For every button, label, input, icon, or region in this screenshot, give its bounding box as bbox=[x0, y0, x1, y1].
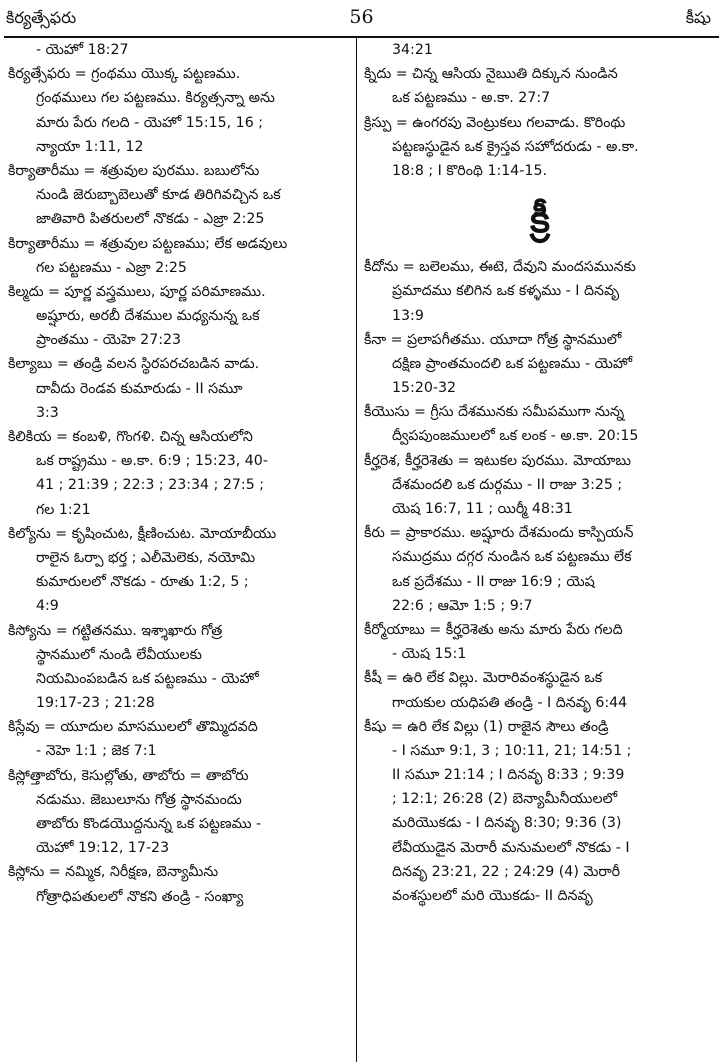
entry-continuation-line: అష్షూరు, అరబీ దేశముల మధ్యనున్న ఒక bbox=[36, 308, 260, 325]
entry-continuation-line: - యెష 15:1 bbox=[392, 646, 467, 663]
entry-headword-line: కీయొసు = గ్రీసు దేశమునకు సమీపముగా నున్న bbox=[364, 404, 625, 421]
entry-continuation-line: న్యాయా 1:11, 12 bbox=[36, 138, 144, 155]
page-number: 56 bbox=[349, 6, 374, 28]
entry-headword-line: కీషు = ఉరి లేక విల్లు (1) రాజైన సౌలు తండ్రి bbox=[364, 718, 609, 735]
right-column-top bbox=[364, 38, 716, 183]
entry-continuation-line: 4:9 bbox=[36, 598, 59, 615]
entry-headword-line: కీర్హరెశ, కీర్హరెశెతు = ఇటుకల పురము. మోయాబు bbox=[364, 452, 631, 469]
entry-continuation-line: నియమింపబడిన ఒక పట్టణము - యెహో bbox=[36, 670, 259, 687]
column-divider bbox=[356, 38, 357, 1062]
entry-continuation-line: స్థానములో నుండి లేవీయులకు bbox=[36, 646, 202, 663]
entry-continuation-line: తాబోరు కొండయొద్దనున్న ఒక పట్టణము - bbox=[36, 816, 262, 832]
entry-continuation-line: II సమూ 21:14 ; I దినవృ 8:33 ; 9:39 bbox=[392, 767, 625, 784]
entry-continuation-line: మరియొకడు - I దినవృ 8:30; 9:36 (3) bbox=[392, 815, 622, 832]
entry-headword-line: క్నిదు = చిన్న ఆసియ నైఋతి దిక్కున నుండిన bbox=[364, 66, 618, 83]
left-column bbox=[8, 38, 348, 909]
entry-continuation-line: మారు పేరు గలది - యెహో 15:15, 16 ; bbox=[36, 114, 264, 131]
entry-continuation-line: ఒక రాష్ట్రము - అ.కా. 6:9 ; 15:23, 40- bbox=[36, 453, 268, 470]
entry-headword-line: కిల్మదు = పూర్ణ వస్త్రములు, పూర్ణ పరిమాణము. bbox=[8, 283, 266, 300]
entry-continuation-line: లేవీయుడైన మెరారీ మనుమలలో నొకడు - I bbox=[392, 839, 630, 856]
entry-continuation-line: నడుము. జెబులూను గోత్ర స్థానమందు bbox=[36, 791, 242, 808]
entry-continuation-line: - I సమూ 9:1, 3 ; 10:11, 21; 14:51 ; bbox=[392, 742, 632, 759]
entry-headword-line: కీర్మోయాబు = కీర్హరెశెతు అను మారు పేరు గలది bbox=[364, 621, 623, 638]
entry-continuation-line: ద్వీపపుంజములలో ఒక లంక - అ.కా. 20:15 bbox=[392, 428, 639, 445]
entry-headword-line: కిల్యాబు = తండ్రి వలన స్థిరపరచబడిన వాడు. bbox=[8, 356, 260, 373]
entry-headword-line: కిస్లేవు = యూదుల మాసములలో తొమ్మిదవది bbox=[8, 719, 258, 736]
entry-continuation-line: దేశమందలి ఒక దుర్గము - II రాజు 3:25 ; bbox=[392, 476, 623, 493]
entry-headword-line: కిస్యోను = గట్టితనము. ఇశ్శాఖారు గోత్ర bbox=[8, 622, 223, 639]
entry-continuation-line: 3:3 bbox=[36, 404, 59, 421]
entry-continuation-line: - యెహో 18:27 bbox=[36, 42, 129, 58]
entry-continuation-line: 15:20-32 bbox=[392, 380, 457, 397]
entry-continuation-line: యెష 16:7, 11 ; యిర్మీ 48:31 bbox=[392, 501, 573, 517]
entry-continuation-line: కుమారులలో నొకడు - రూతు 1:2, 5 ; bbox=[36, 574, 249, 591]
entry-headword-line: కిర్యత్సేఫరు = గ్రంథము యొక్క పట్టణము. bbox=[8, 66, 241, 83]
entry-headword-line: కిర్యాతారీము = శత్రువుల పురము. బబులోను bbox=[8, 162, 260, 179]
entry-continuation-line: గాయకుల యధిపతి తండ్రి - I దినవృ 6:44 bbox=[392, 694, 628, 711]
entry-continuation-line: దక్షిణ ప్రాంతమందలి ఒక పట్టణము - యెహో bbox=[392, 355, 633, 372]
entry-continuation-line: దినవృ 23:21, 22 ; 24:29 (4) మెరారీ bbox=[392, 863, 621, 880]
entry-continuation-line: గ్రంథములు గల పట్టణము. కిర్యత్సన్నా అను bbox=[36, 90, 275, 107]
entry-continuation-line: జాతివారి పితరులలో నొకడు - ఎజ్రా 2:25 bbox=[36, 211, 265, 228]
running-head-left: కిర్యత్సేఫరు bbox=[6, 8, 77, 27]
entry-continuation-line: 41 ; 21:39 ; 22:3 ; 23:34 ; 27:5 ; bbox=[36, 477, 265, 494]
right-column-bottom bbox=[364, 255, 716, 908]
entry-continuation-line: ; 12:1; 26:28 (2) బెన్యామీనీయులలో bbox=[392, 791, 618, 808]
entry-continuation-line: 22:6 ; ఆమో 1:5 ; 9:7 bbox=[392, 597, 533, 614]
right-column bbox=[364, 38, 716, 908]
entry-headword-line: కీషీ = ఉరి లేక విల్లు. మెరారివంశస్థుడైన ఒక bbox=[364, 670, 603, 687]
entry-continuation-line: 34:21 bbox=[392, 42, 433, 58]
entry-headword-line: కిల్యోను = కృషించుట, క్షీణించుట. మోయాబీయు bbox=[8, 525, 277, 542]
entry-headword-line: క్రిస్పు = ఉంగరపు వెంట్రుకలు గలవాడు. కొరింథు bbox=[364, 114, 626, 131]
entry-continuation-line: వంశస్థులలో మరి యొకడు- II దినవృ bbox=[392, 888, 593, 904]
entry-continuation-line: గల 1:21 bbox=[36, 501, 91, 518]
entry-continuation-line: 18:8 ; I కొరింథి 1:14-15. bbox=[392, 162, 547, 179]
entry-headword-line: కీనా = ప్రలాపగీతము. యూదా గోత్ర స్థానములో bbox=[364, 331, 622, 348]
page-header bbox=[0, 0, 723, 38]
entry-continuation-line: ప్రమాదము కలిగిన ఒక కళ్ళము - I దినవృ bbox=[392, 283, 620, 300]
entry-headword-line: కిర్యాతారీము = శత్రువుల పట్టణము; లేక అడవులు bbox=[8, 235, 288, 252]
entry-continuation-line: సముద్రము దగ్గర నుండిన ఒక పట్టణము లేక bbox=[392, 549, 632, 566]
entry-continuation-line: దావీదు రెండవ కుమారుడు - II సమూ bbox=[36, 380, 243, 397]
entry-continuation-line: ప్రాంతము - యెహె 27:23 bbox=[36, 332, 182, 349]
entry-continuation-line: ఒక పట్టణము - అ.కా. 27:7 bbox=[392, 90, 551, 107]
entry-headword-line: కీరు = ప్రాకారము. అష్షూరు దేశమందు కాస్పియన్ bbox=[364, 525, 634, 542]
entry-continuation-line: 19:17-23 ; 21:28 bbox=[36, 695, 155, 712]
entry-continuation-line: యెహో 19:12, 17-23 bbox=[36, 840, 170, 857]
entry-headword-line: కీదోను = బలెలము, ఈటె, దేవుని మందసమునకు bbox=[364, 259, 636, 276]
entry-continuation-line: 13:9 bbox=[392, 307, 424, 324]
entry-continuation-line: - నెహె 1:1 ; జెక 7:1 bbox=[36, 743, 157, 760]
entry-continuation-line: పట్టణస్థుడైన ఒక క్రైస్తవ సహోదరుడు - అ.కా. bbox=[392, 138, 639, 155]
running-head-right: కీషు bbox=[685, 8, 711, 27]
entry-continuation-line: నుండి జెరుబ్బాబెలుతో కూడ తిరిగివచ్చిన ఒక bbox=[36, 187, 281, 204]
entry-headword-line: కిస్లోను = నమ్మిక, నిరీక్షణ, బెన్యామీను bbox=[8, 864, 219, 881]
section-heading: క్రీ bbox=[530, 197, 550, 242]
entry-continuation-line: గోత్రాధిపతులలో నొకని తండ్రి - సంఖ్యా bbox=[36, 888, 244, 905]
entry-headword-line: కిస్లోత్తాబోరు, కెసుల్లోతు, తాబోరు = తాబోరు bbox=[8, 767, 249, 784]
entry-continuation-line: రాలైన ఓర్పా భర్త ; ఎలీమెలెకు, నయోమి bbox=[36, 549, 256, 566]
entry-headword-line: కిలికియ = కంబళి, గొంగళి. చిన్న ఆసియలోని bbox=[8, 429, 253, 445]
entry-continuation-line: గల పట్టణము - ఎజ్రా 2:25 bbox=[36, 259, 187, 276]
entry-continuation-line: ఒక ప్రదేశము - II రాజు 16:9 ; యెష bbox=[392, 573, 595, 590]
